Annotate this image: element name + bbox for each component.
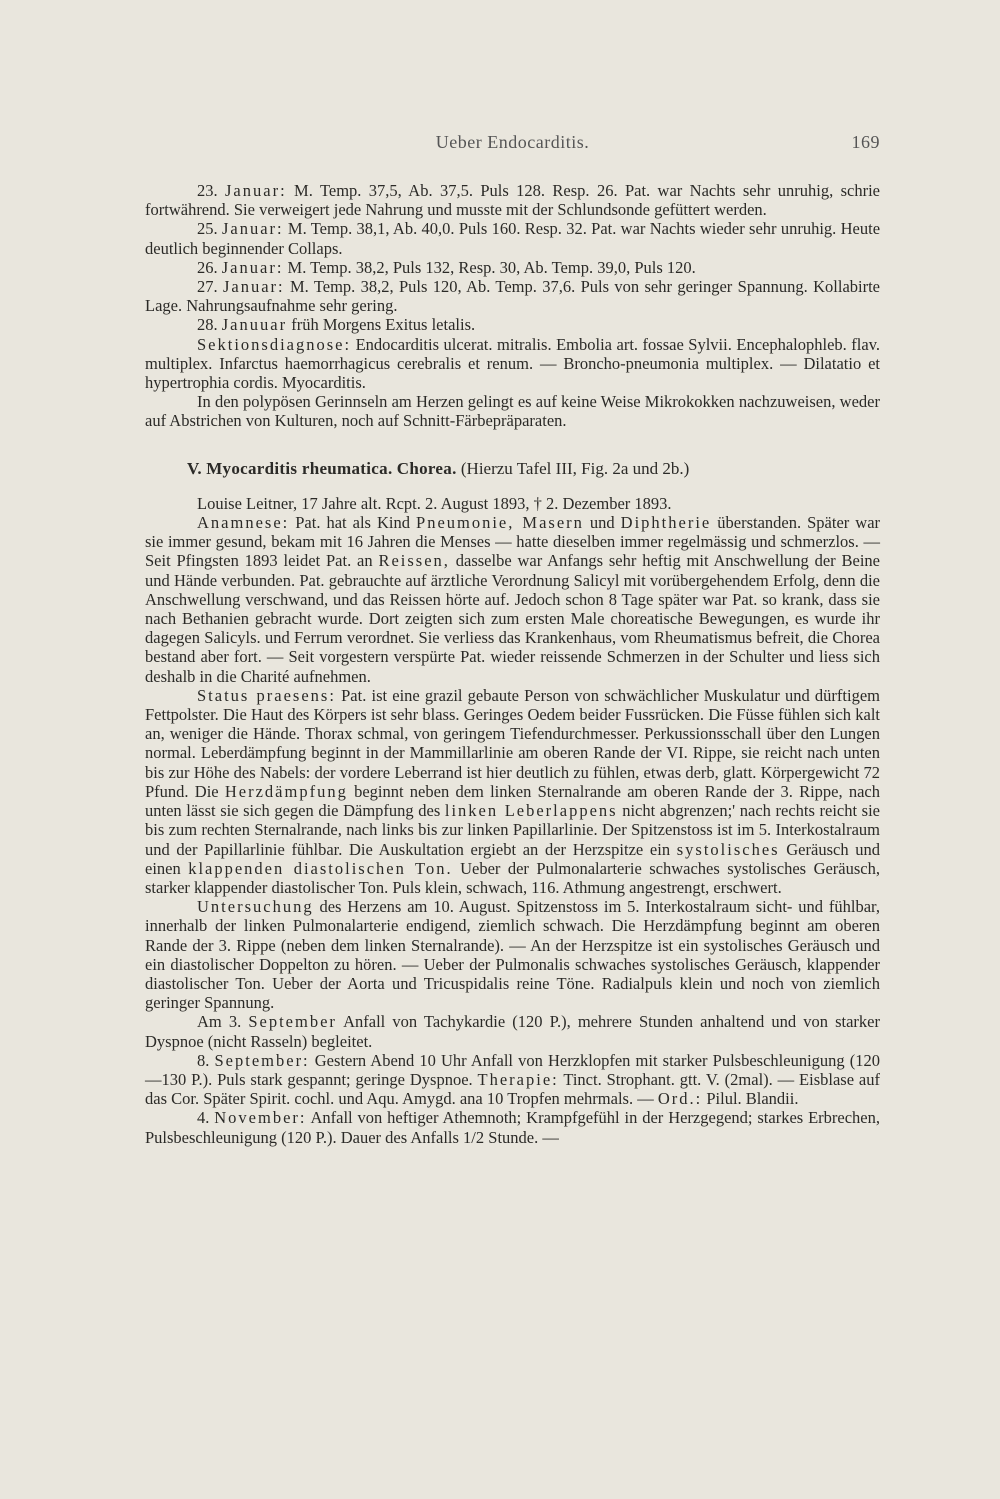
patient-line: Louise Leitner, 17 Jahre alt. Rcpt. 2. August 1893, † 2. Dezember 1893. (197, 493, 672, 513)
paragraph-sep-3: Am 3. September Anfall von Tachykardie (120 P.), mehrere Stunden anhaltend und von starker Dyspnoe (nicht Rasseln) begleitet. (145, 1012, 880, 1051)
paragraph-jan-27: 27. Januar: M. Temp. 38,2, Puls 120, Ab. Temp. 37,6. Puls von sehr geringer Spannung. Kollabirte Lage. Nahrungsaufnahme sehr gering. (145, 277, 881, 316)
paragraph-jan-28: 28. Januuar früh Morgens Exitus letalis. (197, 315, 476, 335)
body-text (145, 181, 880, 1147)
paragraph-jan-25: 25. Januar: M. Temp. 38,1, Ab. 40,0. Puls 160. Resp. 32. Pat. war Nachts wieder sehr unruhig. Heute deutlich beginnender Collaps. (145, 219, 881, 258)
paragraph-mikrokokken: In den polypösen Gerinnseln am Herzen gelingt es auf keine Weise Mikrokokken nachzuweisen, weder auf Abstrichen von Kulturen, noch auf Schnitt-Färbepräparaten. (145, 392, 880, 431)
paragraph-jan-23: 23. Januar: M. Temp. 37,5, Ab. 37,5. Puls 128. Resp. 26. Pat. war Nachts sehr unruhig, schrie fortwährend. Sie verweigert jede Nahrung und musste mit der Schlundsonde gefüttert werden. (145, 181, 880, 220)
page-number: 169 (851, 132, 880, 152)
paragraph-anamnese: Anamnese: Pat. hat als Kind Pneumonie, Masern und Diphtherie überstanden. Später war sie immer gesund, bekam mit 16 Jahren die Menses — hatte dieselben immer regelmässig und schmerzlos. — Seit Pfingsten 1893 leidet Pat. an Reissen, dasselbe war Anfangs sehr heftig mit Anschwellung der Beine und Hände verbunden. Pat. gebrauchte auf ärztliche Verordnung Salicyl mit vorübergehendem Erfolg, denn die Anschwellung verschwand, und das Reissen hörte auf. Jedoch schon 8 Tage später war Pat. so krank, dass sie nach Bethanien gebracht wurde. Dort zeigten sich zum ersten Male choreatische Bewegungen, es wurde ihr dagegen Salicyls. und Ferrum verordnet. Sie verliess das Krankenhaus, vom Rheumatismus befreit, die Chorea bestand aber fort. — Seit vorgestern verspürte Pat. wieder reissende Schmerzen in der Schulter und liess sich deshalb in die Charité aufnehmen. (145, 513, 881, 686)
paragraph-nov-4: 4. November: Anfall von heftiger Athemnoth; Krampfgefühl in der Herzgegend; starkes Erbrechen, Pulsbeschleunigung (120 P.). Dauer des Anfalls 1/2 Stunde. — (145, 1108, 880, 1147)
section-heading: V. Myocarditis rheumatica. Chorea. (Hierzu Tafel III, Fig. 2a und 2b.) (187, 458, 690, 478)
paragraph-sep-8: 8. September: Gestern Abend 10 Uhr Anfall von Herzklopfen mit starker Pulsbeschleunigung (120—130 P.). Puls stark gespannt; geringe Dyspnoe. Therapie: Tinct. Strophant. gtt. V. (2mal). — Eisblase auf das Cor. Später Spirit. cochl. und Aqu. Amygd. ana 10 Tropfen mehrmals. — Ord.: Pilul. Blandii. (145, 1050, 881, 1109)
paragraph-untersuchung: Untersuchung des Herzens am 10. August. Spitzenstoss im 5. Interkostalraum sicht- und fühlbar, innerhalb der linken Pulmonalarterie endigend, ziemlich schwach. Die Herzdämpfung beginnt am oberen Rande der 3. Rippe (neben dem linken Sternalrande). — An der Herzspitze ist ein systolisches Geräusch und ein diastolischer Doppelton zu hören. — Ueber der Pulmonalis schwaches systolisches Geräusch, klappender diastolischer Ton. Ueber der Aorta und Tricuspidalis reine Töne. Radialpuls klein und noch von ziemlich geringer Spannung. (145, 897, 880, 1013)
running-title: Ueber Endocarditis. (435, 132, 590, 152)
paragraph-status-praesens: Status praesens: Pat. ist eine grazil gebaute Person von schwächlicher Muskulatur und dürftigem Fettpolster. Die Haut des Körpers ist sehr blass. Geringes Oedem beider Fussrücken. Die Füsse fühlen sich kalt an, weniger die Hände. Thorax schmal, von geringem Tiefendurchmesser. Perkussionsschall über den Lungen normal. Leberdämpfung beginnt in der Mammillarlinie am oberen Rande der VI. Rippe, sie reicht nach unten bis zur Höhe des Nabels: der vordere Leberrand ist hier deutlich zu fühlen, etwas derb, glatt. Körpergewicht 72 Pfund. Die Herzdämpfung beginnt neben dem linken Sternalrande am oberen Rande der 3. Rippe, nach unten lässt sie sich gegen die Dämpfung des linken Leberlappens nicht abgrenzen;' nach rechts reicht sie bis zum rechten Sternalrande, nach links bis zur linken Papillarlinie. Der Spitzenstoss ist im 5. Interkostalraum und der Papillarlinie fühlbar. Die Auskultation ergiebt an der Herzspitze ein systolisches Geräusch und einen klappenden diastolischen Ton. Ueber der Pulmonalarterie schwaches systolisches Geräusch, starker klappender diastolischer Ton. Puls klein, schwach, 116. Athmung angestrengt, erschwert. (145, 685, 880, 897)
paragraph-sektionsdiagnose: Sektionsdiagnose: Endocarditis ulcerat. mitralis. Embolia art. fossae Sylvii. Encephalophleb. flav. multiplex. Infarctus haemorrhagicus cerebralis et renum. — Broncho-pneumonia multiplex. — Dilatatio et hypertrophia cordis. Myocarditis. (145, 334, 880, 393)
paragraph-jan-26: 26. Januar: M. Temp. 38,2, Puls 132, Resp. 30, Ab. Temp. 39,0, Puls 120. (197, 257, 696, 277)
